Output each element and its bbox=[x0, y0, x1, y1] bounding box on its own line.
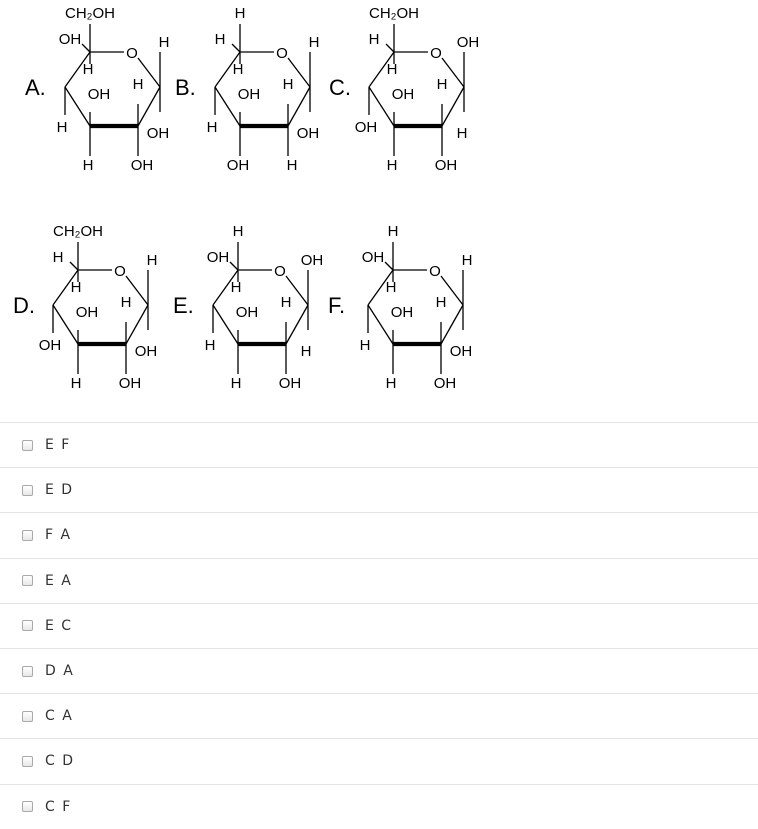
top-group: CH₂OH bbox=[65, 5, 115, 22]
atom-label: OH bbox=[87, 86, 111, 103]
structure-label: B. bbox=[175, 75, 196, 100]
option-label: C D bbox=[45, 753, 75, 770]
atom-label: OH bbox=[390, 304, 414, 321]
atom-label: OH bbox=[58, 31, 82, 48]
structure-label: E. bbox=[173, 293, 194, 318]
atom-label: OH bbox=[434, 157, 458, 174]
atom-label: H bbox=[232, 61, 244, 78]
option-label: C F bbox=[45, 798, 72, 815]
structure-label: A. bbox=[25, 75, 46, 100]
atom-label: H bbox=[456, 125, 468, 142]
atom-label: H bbox=[308, 34, 320, 51]
checkbox[interactable] bbox=[22, 530, 33, 541]
option-fa[interactable] bbox=[0, 512, 758, 557]
top-group: H bbox=[387, 223, 399, 240]
atom-label: H bbox=[385, 279, 397, 296]
atom-label: OH bbox=[391, 86, 415, 103]
structure-c bbox=[329, 5, 479, 174]
atom-label: O bbox=[430, 45, 442, 62]
atom-label: H bbox=[386, 61, 398, 78]
atom-label: OH bbox=[296, 125, 320, 142]
atom-label: H bbox=[70, 375, 82, 392]
atom-label: OH bbox=[300, 252, 324, 269]
checkbox[interactable] bbox=[22, 711, 33, 722]
checkbox[interactable] bbox=[22, 756, 33, 767]
top-group: H bbox=[232, 223, 244, 240]
atom-label: O bbox=[429, 263, 441, 280]
atom-label: H bbox=[230, 375, 242, 392]
atom-label: H bbox=[158, 34, 170, 51]
structure-d bbox=[13, 223, 157, 392]
atom-label: H bbox=[435, 294, 447, 311]
answer-options bbox=[0, 422, 758, 829]
atom-label: OH bbox=[146, 125, 170, 142]
atom-label: OH bbox=[237, 86, 261, 103]
atom-label: OH bbox=[206, 249, 230, 266]
atom-label: H bbox=[120, 294, 132, 311]
structure-f bbox=[328, 223, 472, 392]
atom-label: H bbox=[146, 252, 158, 269]
option-ef[interactable] bbox=[0, 422, 758, 467]
atom-label: OH bbox=[361, 249, 385, 266]
checkbox[interactable] bbox=[22, 801, 33, 812]
atom-label: OH bbox=[449, 343, 473, 360]
option-cf[interactable] bbox=[0, 784, 758, 829]
option-label: E F bbox=[45, 437, 71, 454]
atom-label: H bbox=[280, 294, 292, 311]
atom-label: H bbox=[368, 31, 380, 48]
atom-label: O bbox=[126, 45, 138, 62]
top-group: CH₂OH bbox=[369, 5, 419, 22]
checkbox[interactable] bbox=[22, 575, 33, 586]
atom-label: H bbox=[300, 343, 312, 360]
atom-label: O bbox=[276, 45, 288, 62]
atom-label: H bbox=[206, 119, 218, 136]
structure-label: D. bbox=[13, 293, 35, 318]
checkbox[interactable] bbox=[22, 620, 33, 631]
structure-b bbox=[175, 5, 319, 174]
atom-label: H bbox=[385, 375, 397, 392]
atom-label: OH bbox=[226, 157, 250, 174]
atom-label: H bbox=[204, 337, 216, 354]
option-ed[interactable] bbox=[0, 467, 758, 512]
structure-label: C. bbox=[329, 75, 351, 100]
atom-label: OH bbox=[75, 304, 99, 321]
option-ec[interactable] bbox=[0, 603, 758, 648]
structure-e bbox=[173, 223, 323, 392]
checkbox[interactable] bbox=[22, 440, 33, 451]
atom-label: OH bbox=[433, 375, 457, 392]
option-label: E C bbox=[45, 617, 73, 634]
checkbox[interactable] bbox=[22, 666, 33, 677]
option-cd[interactable] bbox=[0, 738, 758, 783]
atom-label: H bbox=[56, 119, 68, 136]
option-da[interactable] bbox=[0, 648, 758, 693]
option-ca[interactable] bbox=[0, 693, 758, 738]
atom-label: H bbox=[52, 249, 64, 266]
atom-label: H bbox=[461, 252, 473, 269]
structure-label: F. bbox=[328, 293, 346, 318]
atom-label: H bbox=[82, 157, 94, 174]
option-ea[interactable] bbox=[0, 558, 758, 603]
atom-label: H bbox=[386, 157, 398, 174]
atom-label: OH bbox=[278, 375, 302, 392]
atom-label: OH bbox=[130, 157, 154, 174]
atom-label: OH bbox=[134, 343, 158, 360]
atom-label: H bbox=[286, 157, 298, 174]
atom-label: OH bbox=[235, 304, 259, 321]
atom-label: H bbox=[359, 337, 371, 354]
atom-label: H bbox=[282, 76, 294, 93]
option-label: C A bbox=[45, 708, 74, 725]
atom-label: O bbox=[114, 263, 126, 280]
checkbox[interactable] bbox=[22, 485, 33, 496]
option-label: F A bbox=[45, 527, 72, 544]
atom-label: OH bbox=[456, 34, 480, 51]
atom-label: O bbox=[274, 263, 286, 280]
atom-label: OH bbox=[38, 337, 62, 354]
atom-label: H bbox=[230, 279, 242, 296]
atom-label: H bbox=[70, 279, 82, 296]
top-group: H bbox=[234, 5, 246, 22]
atom-label: H bbox=[82, 61, 94, 78]
atom-label: H bbox=[214, 31, 226, 48]
option-label: D A bbox=[45, 663, 75, 680]
atom-label: H bbox=[132, 76, 144, 93]
sugar-structures-figure bbox=[0, 0, 500, 410]
atom-label: OH bbox=[118, 375, 142, 392]
option-label: E A bbox=[45, 572, 73, 589]
option-label: E D bbox=[45, 482, 74, 499]
structure-a bbox=[25, 5, 169, 174]
atom-label: OH bbox=[354, 119, 378, 136]
top-group: CH₂OH bbox=[53, 223, 103, 240]
atom-label: H bbox=[436, 76, 448, 93]
